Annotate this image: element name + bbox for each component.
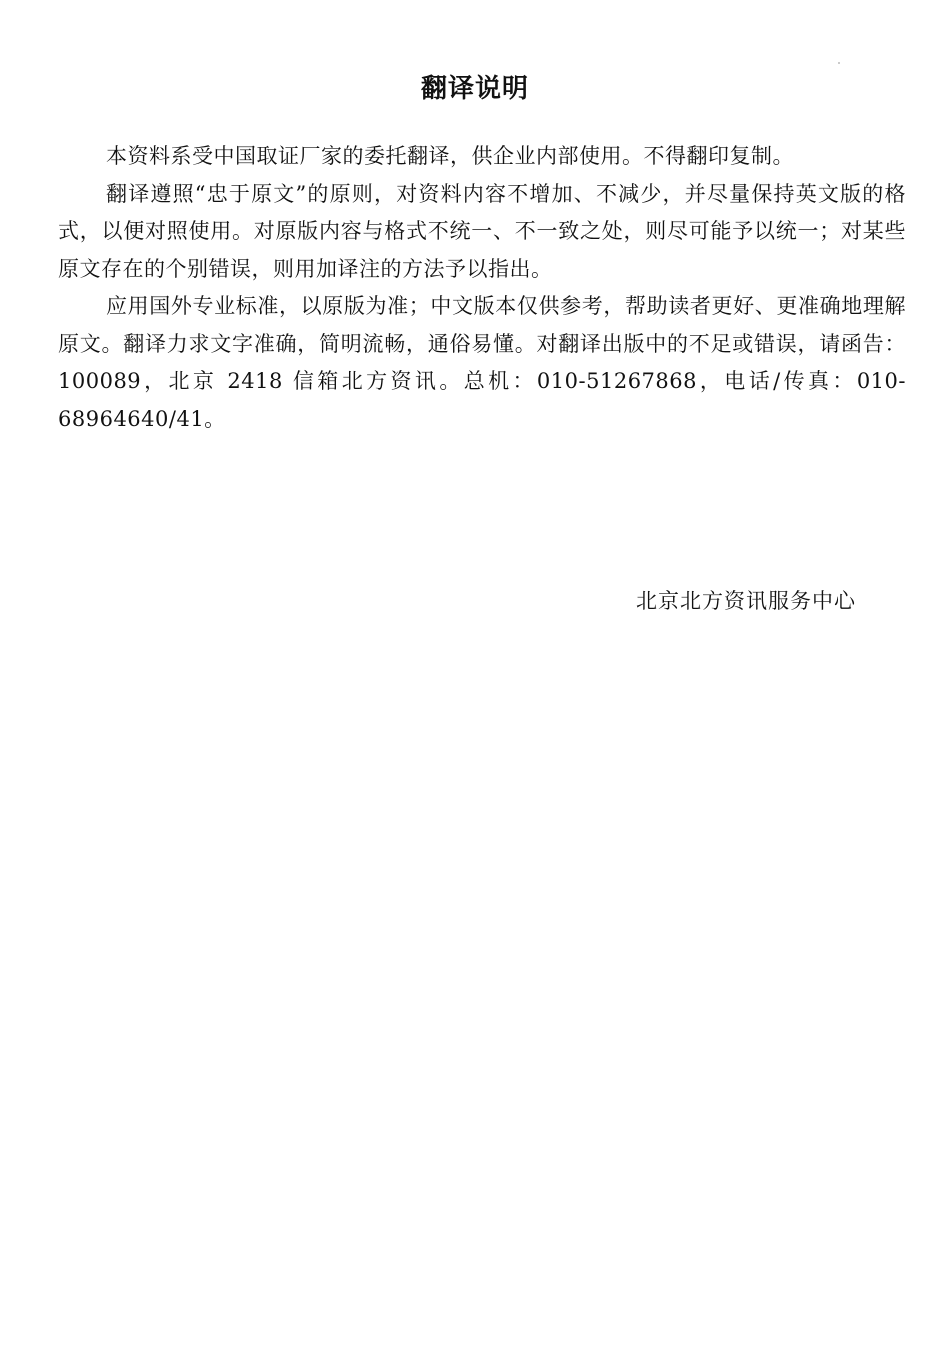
paragraph-3: 应用国外专业标准，以原版为准；中文版本仅供参考，帮助读者更好、更准确地理解原文。翻译力求文字准确，简明流畅，通俗易懂。对翻译出版中的不足或错误，请函告：100089，北京 2418 信箱北方资讯。总机：010-51267868，电话/传真：010-68964640/41。 — [58, 294, 906, 431]
paragraph-1: 本资料系受中国取证厂家的委托翻译，供企业内部使用。不得翻印复制。 — [106, 144, 794, 168]
scan-speck — [838, 62, 840, 64]
document-body — [58, 138, 906, 438]
paragraph-2: 翻译遵照“忠于原文”的原则，对资料内容不增加、不减少，并尽量保持英文版的格式，以便对照使用。对原版内容与格式不统一、不一致之处，则尽可能予以统一；对某些原文存在的个别错误，则用加译注的方法予以指出。 — [58, 181, 906, 281]
signature: 北京北方资讯服务中心 — [636, 589, 856, 613]
document-title: 翻译说明 — [420, 74, 529, 105]
